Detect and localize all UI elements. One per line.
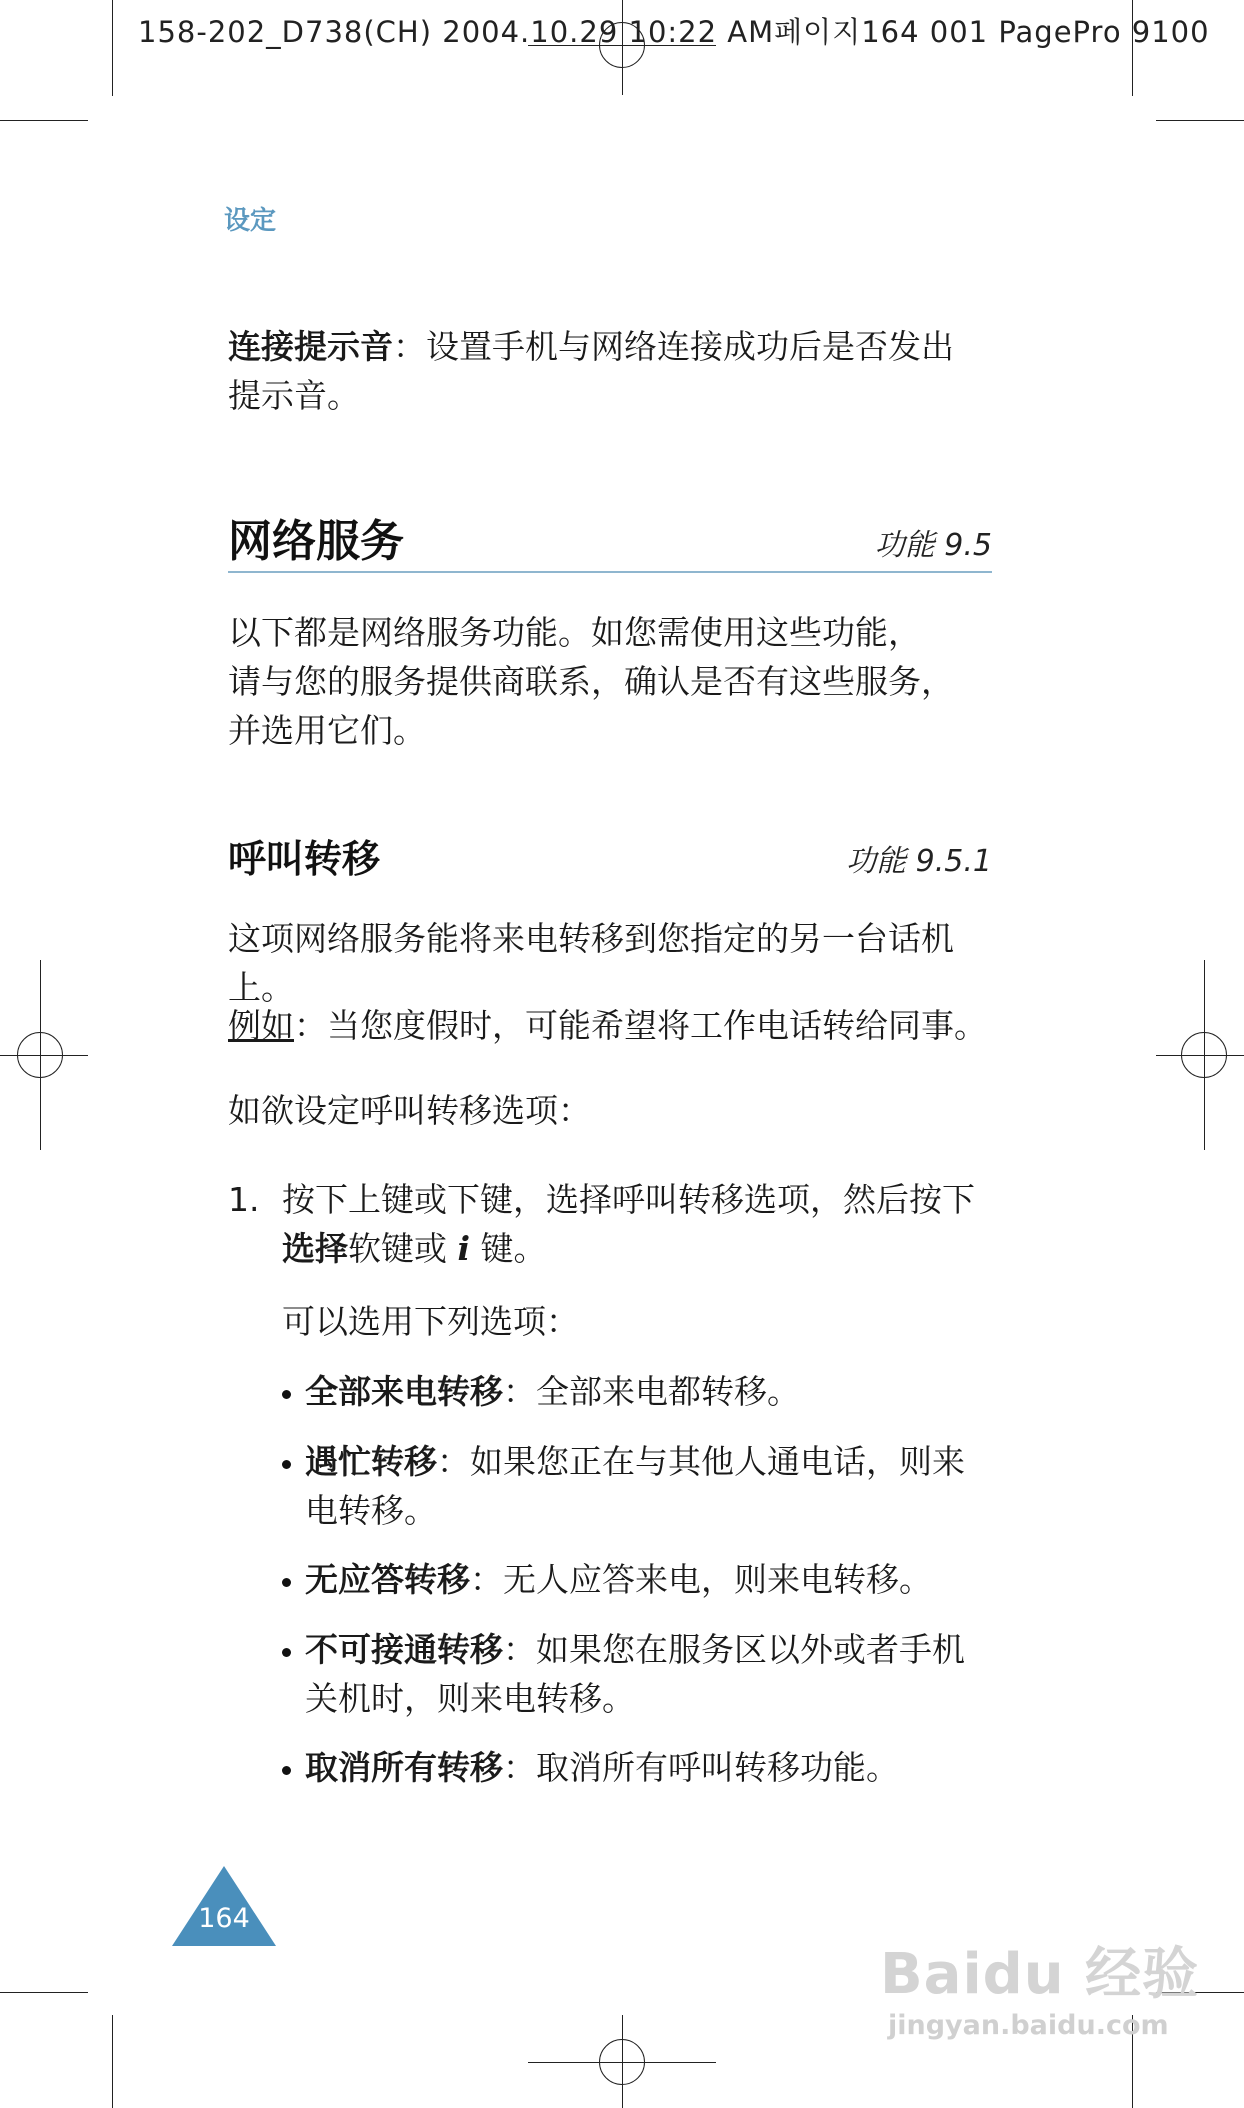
info-key-icon: i — [457, 1229, 471, 1268]
option-term: 无应答转移 — [305, 1560, 470, 1599]
option-term: 全部来电转移 — [305, 1372, 503, 1411]
print-slug: 158-202_D738(CH) 2004.10.29 10:22 AM페이지164 001 PagePro 9100 — [138, 15, 1210, 49]
option-item — [305, 1743, 995, 1792]
registration-mark — [1181, 1032, 1227, 1078]
section-line: 并选用它们。 — [228, 711, 426, 750]
options-intro: 可以选用下列选项： — [282, 1302, 579, 1341]
watermark-brand: Baidu 经验 — [880, 1942, 1200, 2007]
registration-mark — [17, 1032, 63, 1078]
option-text: ：无人应答来电，则来电转移。 — [470, 1560, 932, 1599]
step-text — [282, 1175, 1002, 1273]
option-item — [305, 1625, 995, 1723]
option-term: 遇忙转移 — [305, 1442, 437, 1481]
section-rule — [228, 571, 992, 573]
option-item — [305, 1367, 995, 1416]
crop-mark — [1156, 120, 1244, 121]
running-head: 设定 — [224, 206, 277, 236]
option-item — [305, 1555, 995, 1604]
page-number: 164 — [198, 1903, 250, 1934]
intro-term: 连接提示音 — [228, 327, 393, 366]
bullet-icon — [282, 1460, 291, 1469]
step-bold-term: 选择 — [282, 1229, 348, 1268]
bullet-icon — [282, 1766, 291, 1775]
subsection-description: 这项网络服务能将来电转移到您指定的另一台话机上。 — [228, 919, 954, 1007]
bullet-icon — [282, 1648, 291, 1657]
intro-paragraph — [228, 322, 1008, 420]
crop-mark — [0, 1992, 88, 1993]
option-term: 取消所有转移 — [305, 1748, 503, 1787]
example-text: ：当您度假时，可能希望将工作电话转给同事。 — [294, 1006, 987, 1045]
intro-text: ：设置手机与网络连接成功后是否发出 — [393, 327, 954, 366]
option-text: ：如果您正在与其他人通电话，则来 — [437, 1442, 965, 1481]
crop-mark — [0, 120, 88, 121]
section-line: 以下都是网络服务功能。如您需使用这些功能， — [228, 613, 921, 652]
subsection-function-number: 功能 9.5.1 — [846, 844, 992, 879]
example-paragraph — [228, 1001, 1008, 1050]
example-label: 例如 — [228, 1006, 294, 1045]
option-text-cont: 关机时，则来电转移。 — [305, 1679, 635, 1718]
section-line: 请与您的服务提供商联系，确认是否有这些服务， — [228, 662, 954, 701]
step-number: 1. — [228, 1180, 260, 1219]
crop-mark — [112, 0, 113, 96]
bullet-icon — [282, 1578, 291, 1587]
how-to-line: 如欲设定呼叫转移选项： — [228, 1091, 591, 1130]
section-paragraph — [228, 608, 1008, 755]
section-title: 网络服务 — [228, 516, 404, 567]
bullet-icon — [282, 1390, 291, 1399]
option-text: ：全部来电都转移。 — [503, 1372, 800, 1411]
watermark-logo — [880, 1930, 1199, 2010]
crop-mark — [112, 2015, 113, 2108]
watermark-url: jingyan.baidu.com — [888, 2010, 1169, 2041]
step-line-mid: 软键或 — [348, 1229, 458, 1268]
option-term: 不可接通转移 — [305, 1630, 503, 1669]
option-text-cont: 电转移。 — [305, 1491, 437, 1530]
option-text: ：取消所有呼叫转移功能。 — [503, 1748, 899, 1787]
option-item — [305, 1437, 995, 1535]
subsection-title: 呼叫转移 — [228, 837, 381, 881]
step-line: 按下上键或下键，选择呼叫转移选项，然后按下 — [282, 1180, 975, 1219]
registration-mark — [599, 2039, 645, 2085]
option-text: ：如果您在服务区以外或者手机 — [503, 1630, 965, 1669]
intro-text-cont: 提示音。 — [228, 376, 360, 415]
section-function-number: 功能 9.5 — [874, 528, 992, 563]
step-line-end: 键。 — [470, 1229, 547, 1268]
